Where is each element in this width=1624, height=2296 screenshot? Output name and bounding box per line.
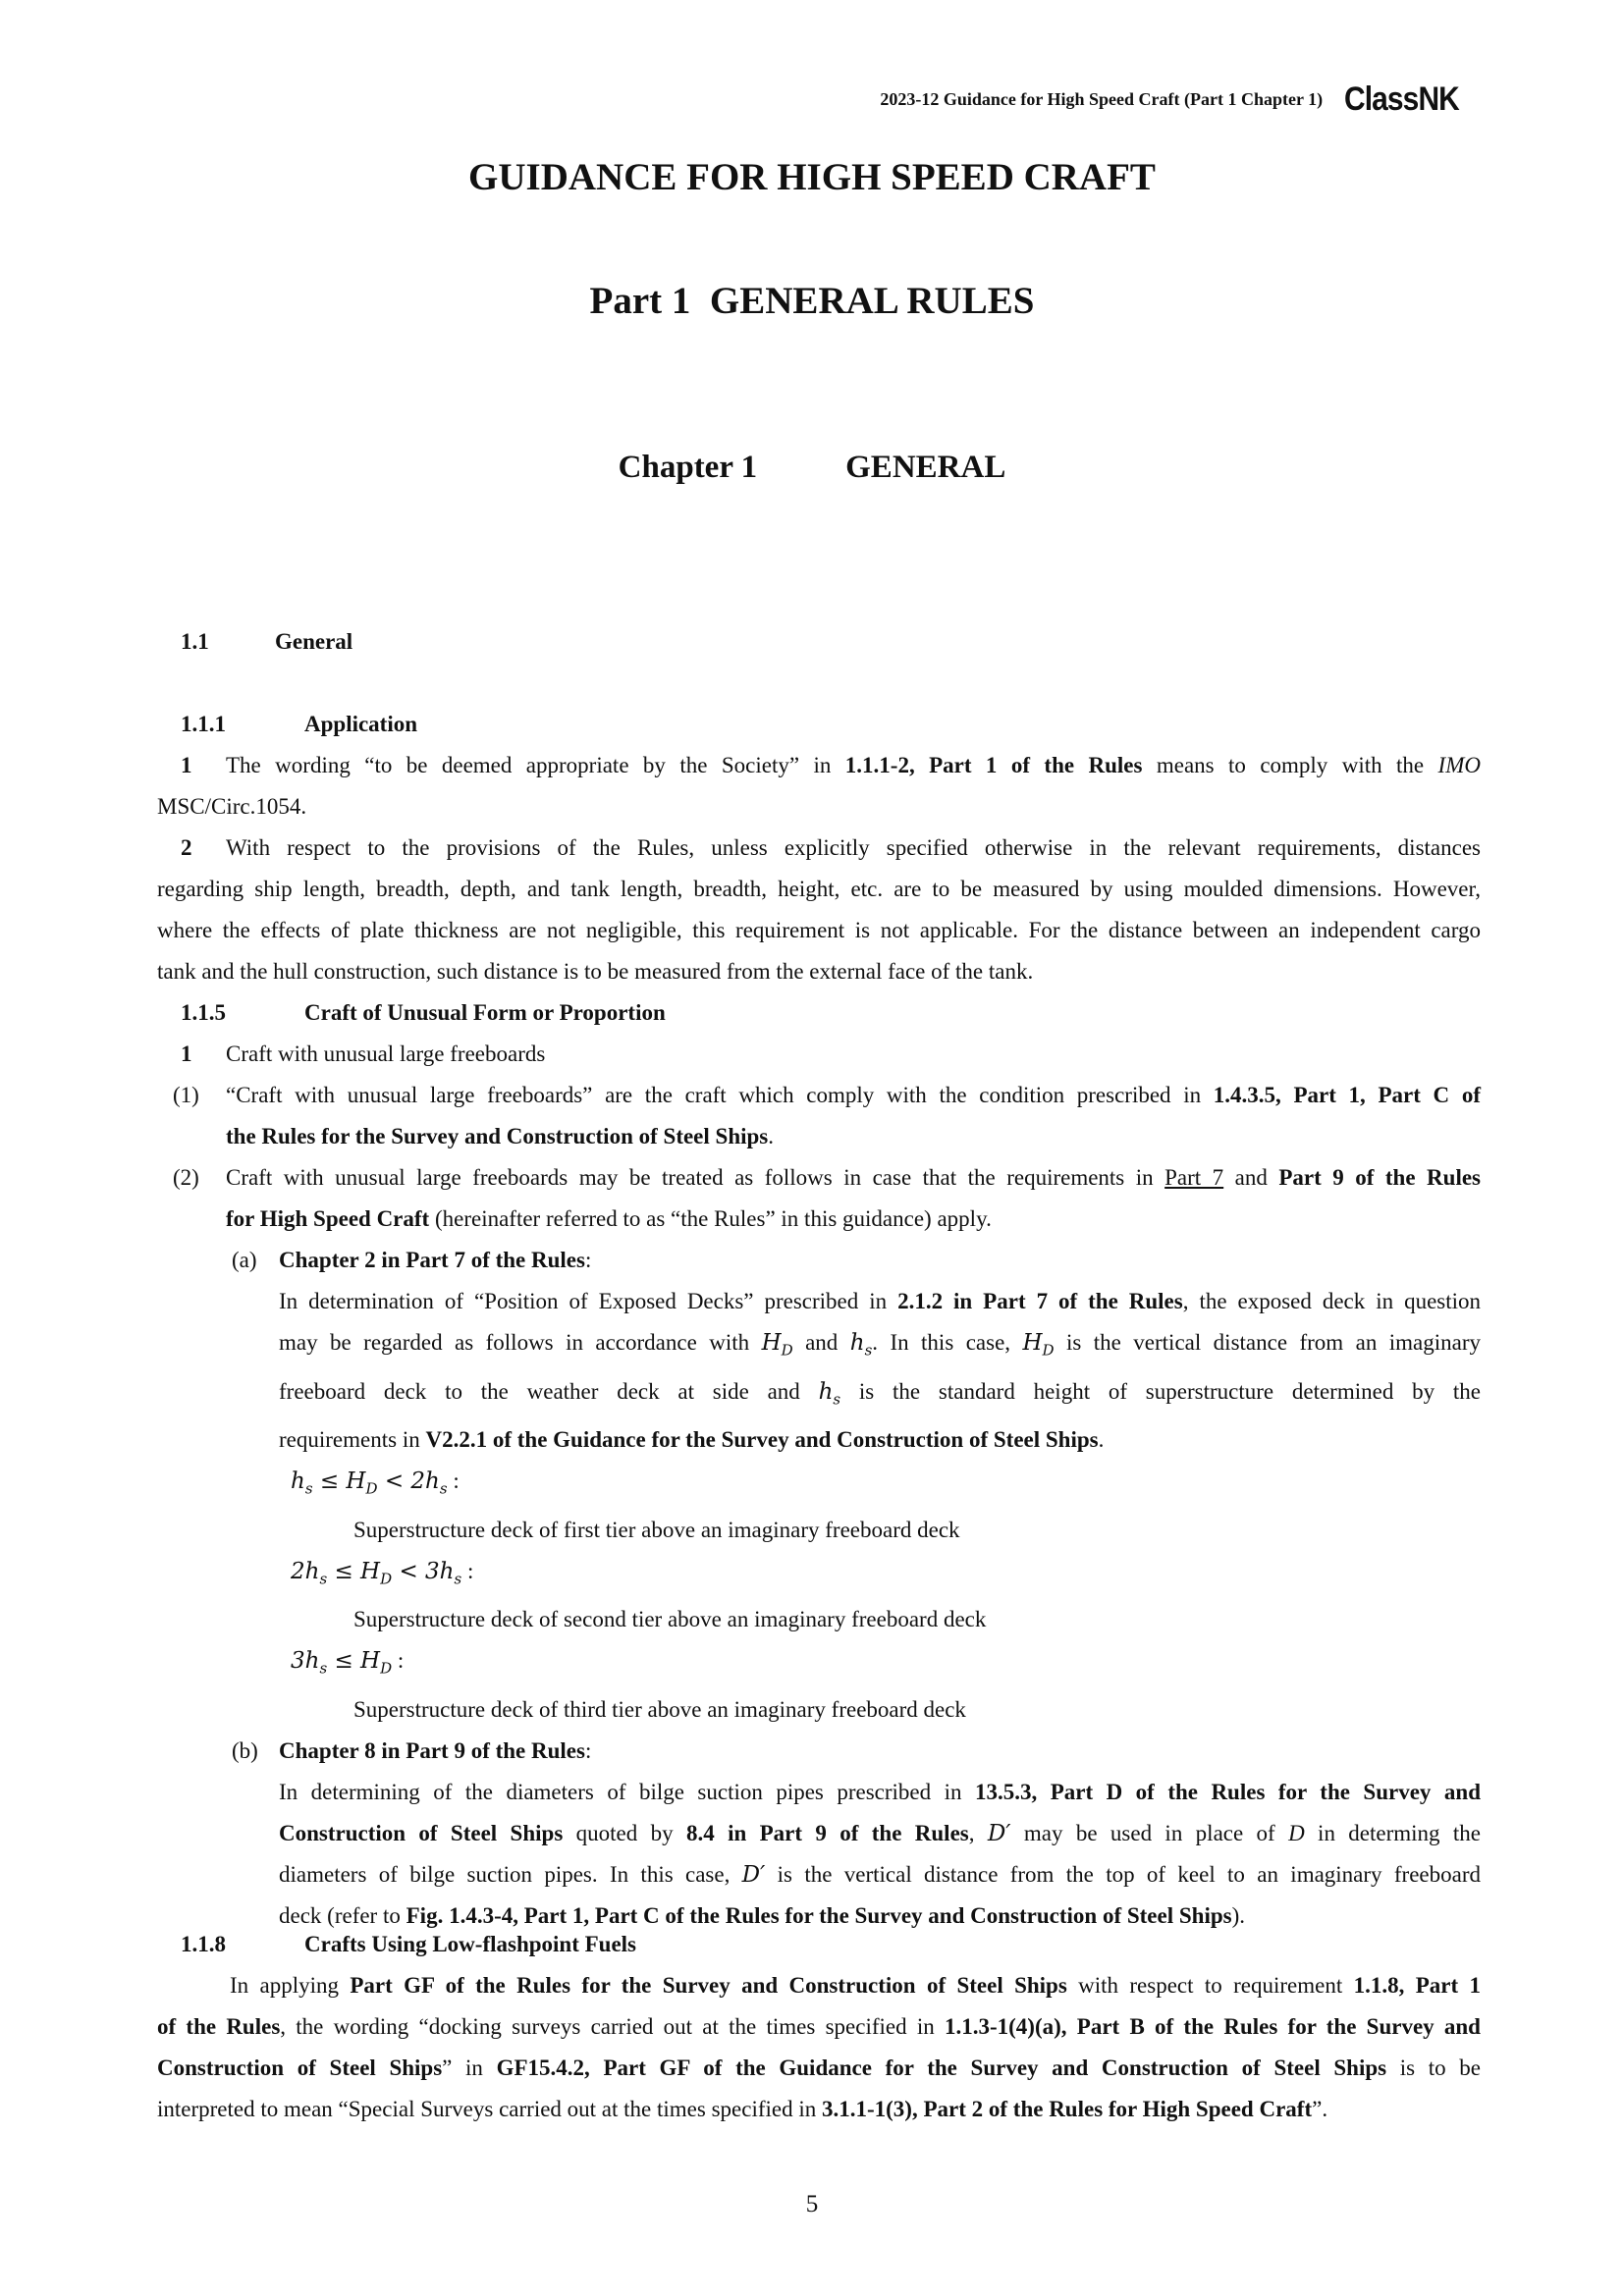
text: is the vertical distance from an imaginary xyxy=(1054,1330,1481,1355)
section-title: General xyxy=(275,629,353,654)
reference: 1.1.8, Part 1 xyxy=(1353,1973,1481,1998)
text: , xyxy=(968,1820,988,1845)
section-number: 1.1.1 xyxy=(181,712,226,736)
reference: the Rules for the Survey and Construction of Steel Ships xyxy=(226,1124,769,1148)
text: IMO xyxy=(1437,753,1481,777)
reference: Chapter 2 in Part 7 of the Rules xyxy=(279,1248,585,1272)
item-1-continued xyxy=(157,1116,1481,1157)
text: means to comply with the xyxy=(1142,753,1438,777)
text: With respect to the provisions of the Rules, unless explicitly specified otherwise in the relevant requirements, distances xyxy=(226,835,1481,860)
text: (hereinafter referred to as “the Rules” in this guidance) apply. xyxy=(429,1206,992,1231)
item-2-continued xyxy=(157,1199,1481,1240)
subitem-a-line xyxy=(157,1419,1481,1461)
paragraph-2-line: where the effects of plate thickness are not negligible, this requirement is not applicable. For the distance between an independent cargo xyxy=(157,918,1481,942)
subitem-b xyxy=(157,1731,1481,1772)
math-hs: $h_s$ xyxy=(818,1378,841,1409)
text: Craft with unusual large freeboards xyxy=(226,1041,546,1066)
section-1-1-8 xyxy=(157,1924,1481,2130)
reference: Construction of Steel Ships xyxy=(157,2056,443,2080)
reference: of the Rules xyxy=(157,2014,281,2039)
text: in determing the xyxy=(1304,1820,1482,1845)
text: D xyxy=(1288,1820,1305,1845)
subitem-b-line xyxy=(157,1813,1481,1854)
item-2 xyxy=(157,1157,1481,1199)
math-hs: $h_s$ xyxy=(849,1330,873,1360)
text: diameters of bilge suction pipes. In this case, xyxy=(279,1861,742,1887)
text: may be used in place of xyxy=(1010,1820,1289,1845)
reference: 1.4.3.5, Part 1, Part C of xyxy=(1213,1083,1481,1107)
paragraph-1-continued: MSC/Circ.1054. xyxy=(157,794,307,819)
paragraph-1 xyxy=(157,745,1481,786)
reference: Chapter 8 in Part 9 of the Rules xyxy=(279,1737,585,1763)
section-number: 1.1.8 xyxy=(181,1932,226,1956)
text: freeboard deck to the weather deck at side and xyxy=(279,1378,819,1404)
chapter-title xyxy=(0,450,1624,486)
condition-1-text: Superstructure deck of first tier above an imaginary freeboard deck xyxy=(353,1517,960,1542)
reference: for High Speed Craft xyxy=(226,1206,430,1231)
text: requirements in xyxy=(279,1427,426,1453)
section-title: Crafts Using Low-flashpoint Fuels xyxy=(304,1932,637,1956)
reference: GF15.4.2, Part GF of the Guidance for the Survey and Construction of Steel Ships xyxy=(496,2056,1387,2080)
subitem-number: (b) xyxy=(232,1737,258,1763)
paragraph-number: 2 xyxy=(181,835,192,860)
document-title: GUIDANCE FOR HIGH SPEED CRAFT xyxy=(468,156,1156,198)
reference: 1.1.1-2, Part 1 of the Rules xyxy=(844,753,1143,777)
section-1-1-heading xyxy=(157,621,1481,663)
section-1-1-8-line xyxy=(157,2048,1481,2089)
reference: 2.1.2 in Part 7 of the Rules xyxy=(897,1289,1183,1313)
subitem-a xyxy=(157,1240,1481,1281)
reference: Construction of Steel Ships xyxy=(279,1820,564,1845)
reference: Fig. 1.4.3-4, Part 1, Part C of the Rules for the Survey and Construction of Steel Ships xyxy=(406,1902,1232,1928)
paragraph-2-line: tank and the hull construction, such distance is to be measured from the external face of the tank. xyxy=(157,959,1034,984)
text: is to be xyxy=(1386,2056,1481,2080)
text: is the standard height of superstructure determined by the xyxy=(840,1378,1481,1404)
page-number: 5 xyxy=(805,2191,819,2217)
section-title: Application xyxy=(304,712,418,736)
section-1-1-5-heading xyxy=(157,992,1481,1034)
text: ). xyxy=(1231,1902,1245,1928)
section-number: 1.1 xyxy=(181,629,209,654)
reference-link: Part 7 xyxy=(1164,1165,1224,1190)
text: ”. xyxy=(1312,2097,1328,2121)
text: is the vertical distance from the top of keel to an imaginary freeboard xyxy=(765,1861,1481,1887)
text: may be regarded as follows in accordance with xyxy=(279,1330,762,1355)
text: with respect to requirement xyxy=(1066,1973,1354,1998)
text: ” in xyxy=(442,2056,497,2080)
text: In determination of “Position of Exposed Decks” prescribed in xyxy=(279,1289,898,1313)
part-title: Part 1 GENERAL RULES xyxy=(589,280,1035,322)
subitem-b-line xyxy=(157,1854,1481,1896)
paragraph-2 xyxy=(157,828,1481,869)
reference: 8.4 in Part 9 of the Rules xyxy=(685,1820,969,1845)
text: In applying xyxy=(230,1973,351,1998)
subitem-b-line xyxy=(157,1772,1481,1813)
reference: Part 9 of the Rules xyxy=(1278,1165,1481,1190)
text: and xyxy=(1223,1165,1279,1190)
running-header xyxy=(880,80,1475,119)
subitem-a-line xyxy=(157,1322,1481,1371)
reference: V2.2.1 of the Guidance for the Survey and Construction of Steel Ships xyxy=(425,1427,1099,1453)
paragraph-number: 1 xyxy=(181,753,192,777)
item-1 xyxy=(157,1075,1481,1116)
math-HD: $H_D$ xyxy=(1022,1330,1055,1360)
text: , the wording “docking surveys carried out at the times specified in xyxy=(280,2014,945,2039)
text: : xyxy=(584,1248,592,1272)
text: “Craft with unusual large freeboards” are the craft which comply with the condition prescribed in xyxy=(226,1083,1214,1107)
text: interpreted to mean “Special Surveys carried out at the times specified in xyxy=(157,2097,822,2121)
item-number: (1) xyxy=(173,1083,199,1107)
classnk-logo: ClassNK xyxy=(1344,80,1460,118)
condition-3-text: Superstructure deck of third tier above an imaginary freeboard deck xyxy=(353,1696,966,1722)
reference: 3.1.1-1(3), Part 2 of the Rules for High Speed Craft xyxy=(821,2097,1313,2121)
text: and xyxy=(792,1330,850,1355)
subitem-a-line xyxy=(157,1371,1481,1420)
section-title: Craft of Unusual Form or Proportion xyxy=(304,1000,666,1025)
text: . In this case, xyxy=(872,1330,1023,1355)
section-1-1-1 xyxy=(157,704,1481,1937)
condition-2-text: Superstructure deck of second tier above an imaginary freeboard deck xyxy=(353,1607,987,1632)
subitem-number: (a) xyxy=(232,1248,257,1272)
text: In determining of the diameters of bilge suction pipes prescribed in xyxy=(279,1779,975,1804)
text: . xyxy=(1098,1427,1105,1453)
text: . xyxy=(768,1124,774,1148)
paragraph-1 xyxy=(157,1034,1481,1075)
running-title: 2023-12 Guidance for High Speed Craft (Part 1 Chapter 1) xyxy=(880,89,1324,109)
condition-3-formula: $3h_s \le H_D$ : xyxy=(291,1648,405,1678)
math-HD: $H_D$ xyxy=(761,1330,793,1360)
condition-1-formula: $h_s \le H_D < 2h_s$ : xyxy=(291,1468,460,1498)
text: The wording “to be deemed appropriate by the Society” in xyxy=(226,753,845,777)
reference: Part GF of the Rules for the Survey and Construction of Steel Ships xyxy=(350,1973,1067,1998)
math-D-prime: D′ xyxy=(741,1861,766,1888)
reference: 1.1.3-1(4)(a), Part B of the Rules for the Survey and xyxy=(944,2014,1481,2039)
chapter-name: GENERAL xyxy=(845,450,1006,485)
subitem-a-line xyxy=(157,1281,1481,1322)
section-number: 1.1.5 xyxy=(181,1000,226,1025)
text: Craft with unusual large freeboards may be treated as follows in case that the requirements in xyxy=(226,1165,1165,1190)
text: deck (refer to xyxy=(279,1902,406,1928)
condition-2-formula: $2h_s \le H_D < 3h_s$ : xyxy=(291,1558,474,1588)
paragraph-2-line: regarding ship length, breadth, depth, and tank length, breadth, height, etc. are to be measured by using moulded dimensions. However, xyxy=(157,877,1481,901)
paragraph-number: 1 xyxy=(181,1041,192,1066)
section-1-1-8-line xyxy=(157,1965,1481,2006)
text: : xyxy=(584,1737,592,1763)
reference: 13.5.3, Part D of the Rules for the Survey and xyxy=(974,1779,1481,1804)
item-number: (2) xyxy=(173,1165,199,1190)
math-D-prime: D′ xyxy=(987,1820,1011,1846)
chapter-number: Chapter 1 xyxy=(618,450,758,485)
section-1-1-8-line xyxy=(157,2089,1481,2130)
text: , the exposed deck in question xyxy=(1182,1289,1482,1313)
section-1-1-8-line xyxy=(157,2006,1481,2048)
text: quoted by xyxy=(563,1820,686,1845)
